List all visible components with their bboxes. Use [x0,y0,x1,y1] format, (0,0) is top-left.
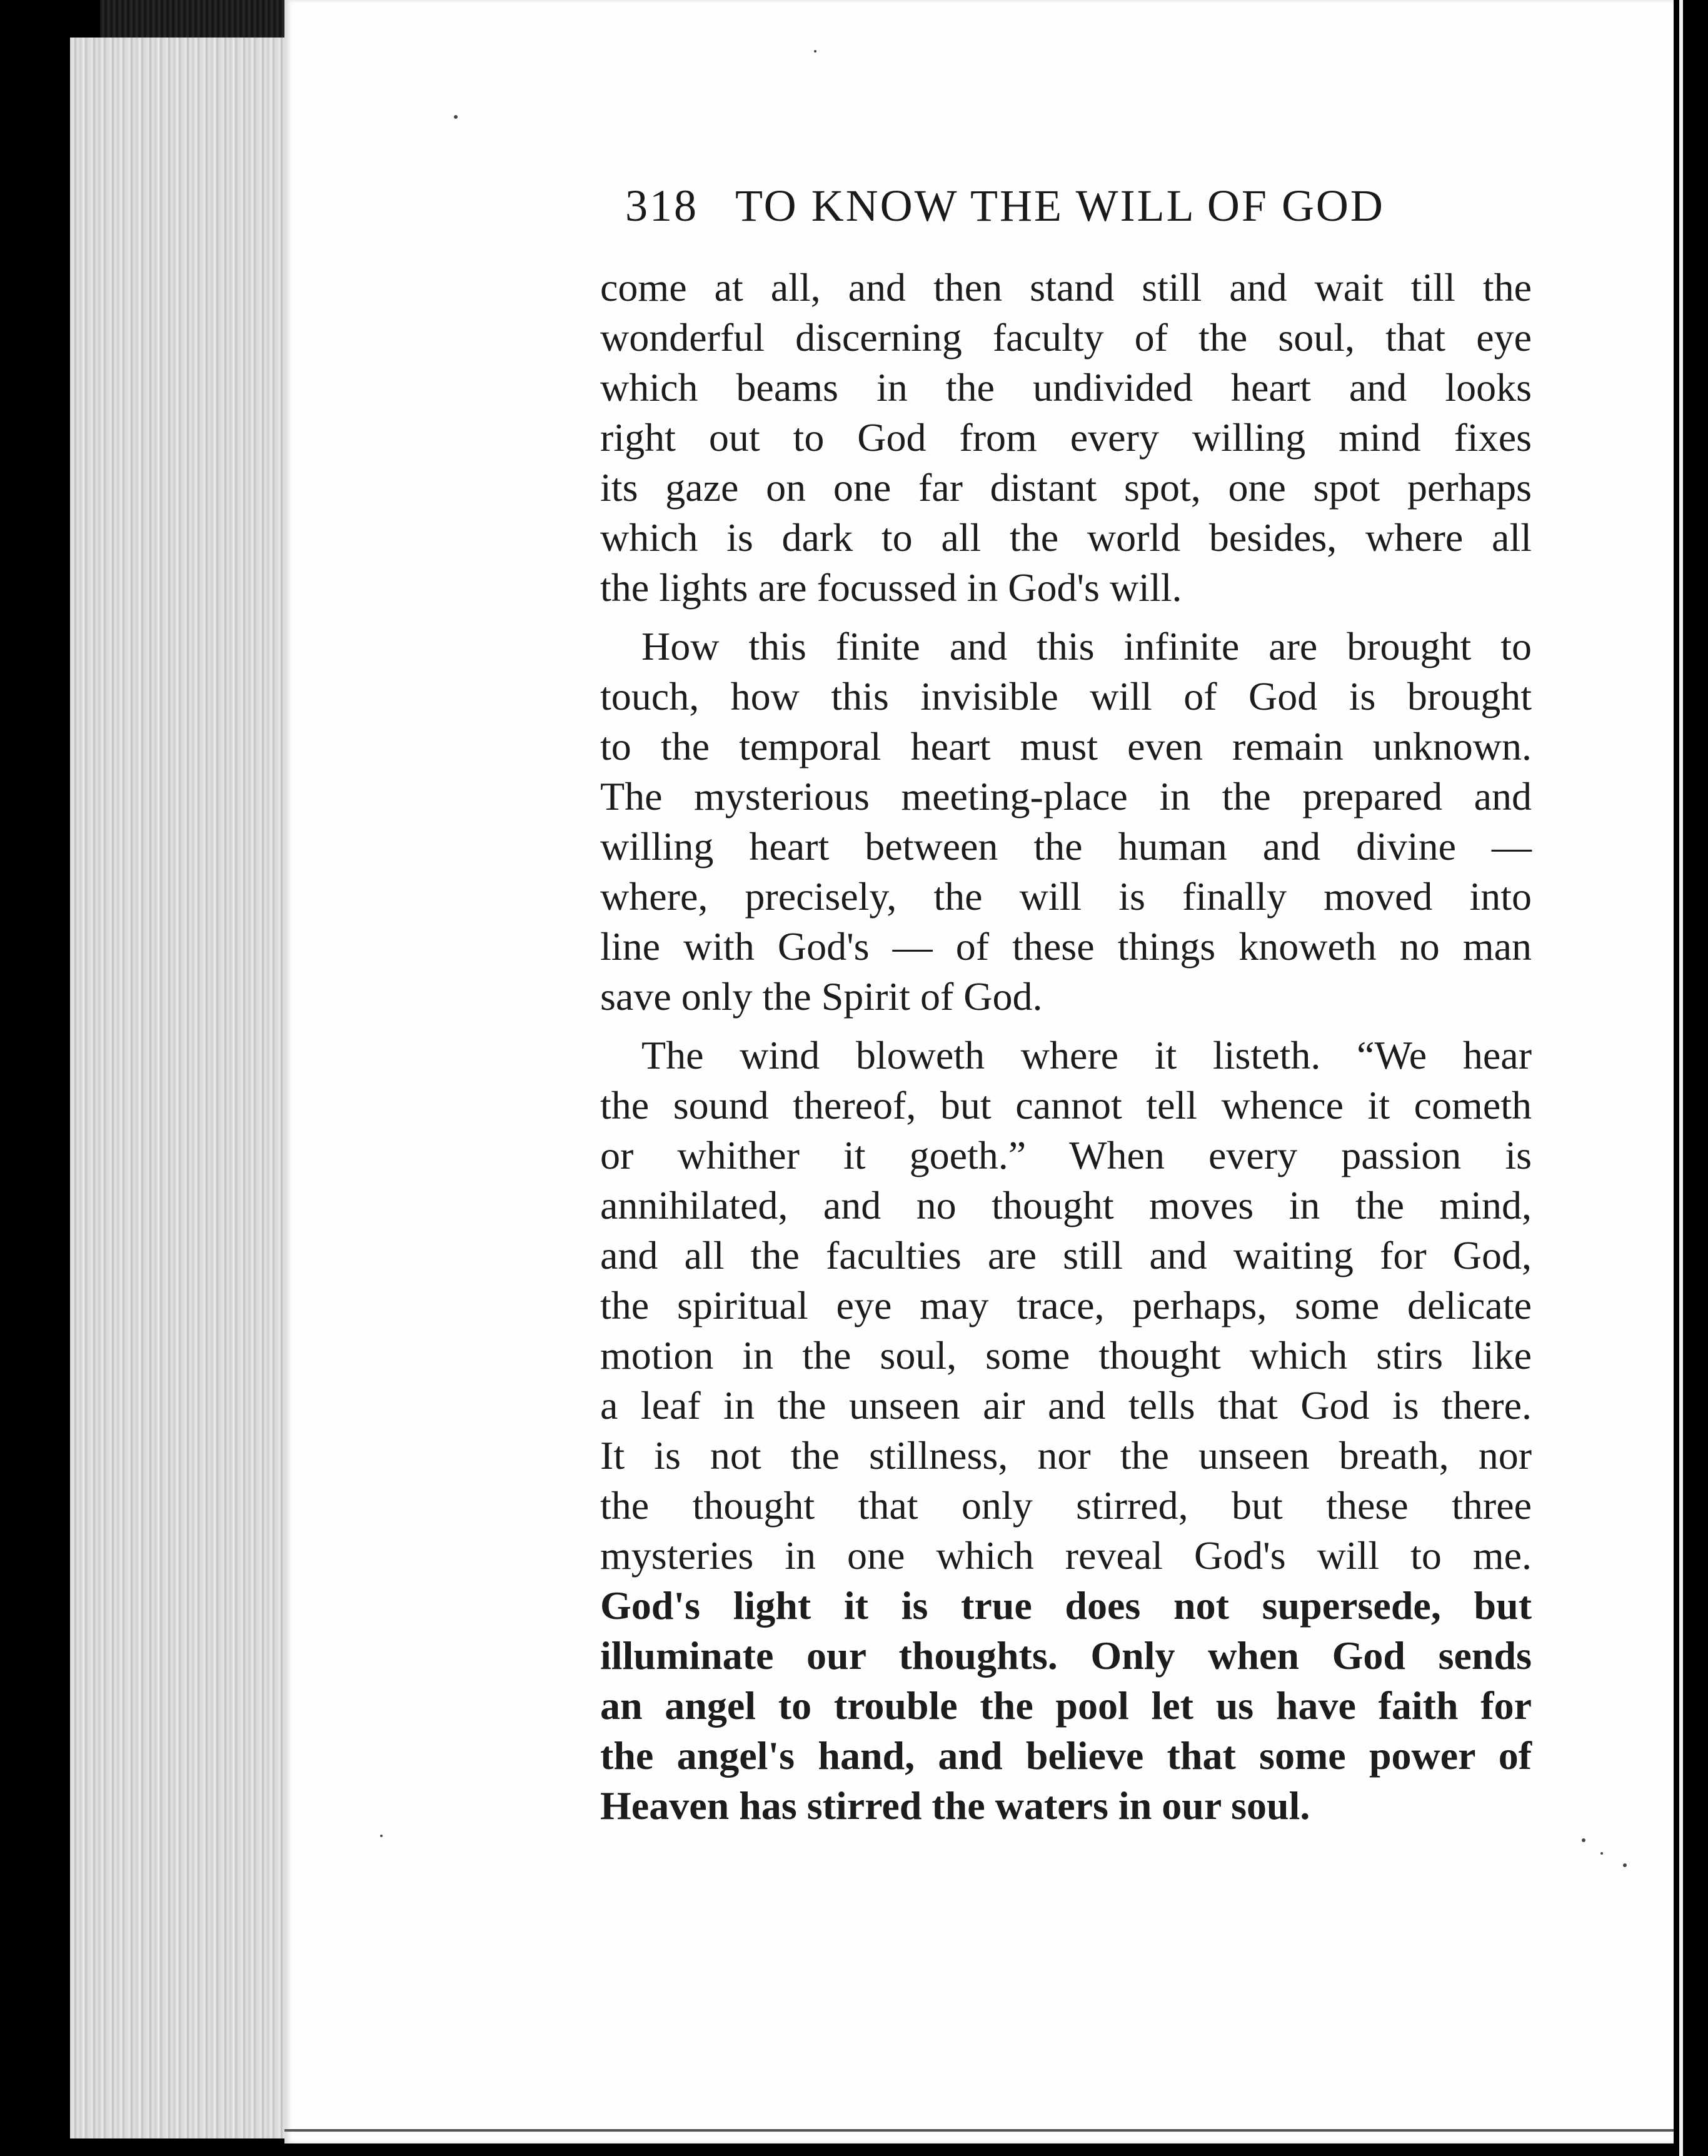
text-line: its gaze on one far distant spot, one spot perhaps [600,465,1532,510]
text-line: wonderful discerning faculty of the soul, that eye [600,315,1532,360]
text-line: How this finite and this infinite are brought to [641,624,1532,668]
page-bottom-edge [284,2129,1674,2132]
text-line: annihilated, and no thought moves in the mind, [600,1183,1532,1227]
text-line: to the temporal heart must even remain unknown. [600,724,1532,768]
text-line: the thought that only stirred, but these three [600,1483,1532,1528]
text-line: The mysterious meeting-place in the prepared and [600,774,1532,819]
text-line: It is not the stillness, nor the unseen breath, nor [600,1433,1532,1478]
speck [1623,1863,1627,1867]
page-number: 318 [625,181,698,231]
running-header [625,174,1457,243]
text-line: a leaf in the unseen air and tells that God is there. [600,1383,1532,1428]
text-line: an angel to trouble the pool let us have faith for [600,1683,1532,1728]
text-line: the angel's hand, and believe that some power of [600,1733,1532,1778]
paragraph [600,263,1532,613]
speck [1600,1852,1603,1855]
text-line: Heaven has stirred the waters in our soul. [600,1783,1310,1828]
text-line: motion in the soul, some thought which stirs like [600,1333,1532,1378]
body-text [600,263,1532,1840]
paragraph [600,622,1532,1022]
speck [1582,1838,1585,1842]
text-line: mysteries in one which reveal God's will to me. [600,1533,1532,1578]
book-spine-top [100,0,300,38]
text-line: God's light it is true does not supersede, but [600,1583,1532,1628]
speck [380,1835,383,1837]
text-line: right out to God from every willing mind fixes [600,415,1532,460]
speck [454,115,458,119]
text-line: which is dark to all the world besides, where all [600,515,1532,560]
text-line: which beams in the undivided heart and looks [600,365,1532,410]
text-line: willing heart between the human and divine — [600,824,1532,869]
text-line: line with God's — of these things knoweth no man [600,924,1532,969]
text-line: the sound thereof, but cannot tell whence it cometh [600,1083,1532,1127]
text-line: The wind bloweth where it listeth. “We hear [641,1033,1532,1077]
text-line: where, precisely, the will is finally moved into [600,874,1532,919]
text-line: the lights are focussed in God's will. [600,565,1182,610]
text-line: come at all, and then stand still and wait till the [600,265,1532,310]
page-edges [70,38,289,2138]
speck [814,50,816,53]
text-line: touch, how this invisible will of God is brought [600,674,1532,718]
text-line: and all the faculties are still and waiting for God, [600,1233,1532,1277]
right-page-edge [1679,0,1683,2156]
paragraph [600,1030,1532,1831]
running-head-title: TO KNOW THE WILL OF GOD [735,181,1385,231]
text-line: or whither it goeth.” When every passion is [600,1133,1532,1177]
text-line: save only the Spirit of God. [600,974,1043,1019]
text-line: illuminate our thoughts. Only when God sends [600,1633,1532,1678]
text-line: the spiritual eye may trace, perhaps, some delicate [600,1283,1532,1327]
